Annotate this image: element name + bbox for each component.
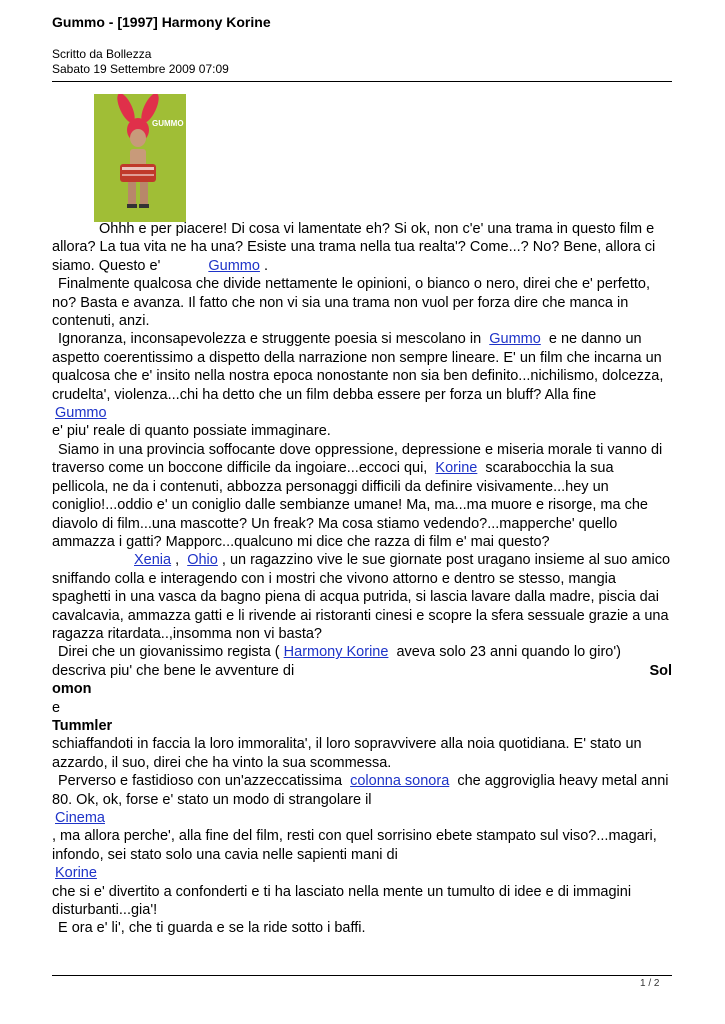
paragraph-8: E ora e' li', che ti guarda e se la ride sotto i baffi.: [58, 920, 366, 937]
paragraph-7: Perverso e fastidioso con un'azzeccatissima colonna sonora che aggroviglia heavy metal anni 80. Ok, ok, forse e' stato un modo di strangolare il Cinema , ma allora perche', alla fine del film, resti con quel sorrisino ebete stampato sul viso?...magari, infondo, sei stato solo una cavia nelle sapienti mani di Korine che si e' divertito a confonderti e ti ha lasciato nella mente un tumulto di idee e di immagini disturbanti...gia'!: [52, 773, 669, 919]
poster-illustration: [94, 94, 186, 222]
paragraph-3: Ignoranza, inconsapevolezza e struggente poesia si mescolano in Gummo e ne danno un aspetto coerentissimo a dispetto della narrazione non sempre lineare. E' un film che incarna un qualcosa che e' insito nella nostra epoca nonostante non sia ben definito...nichilismo, dolcezza, crudelta', violenza...chi ha detto che un film debba essere per forza un bluff? Alla fine Gummo e' piu' reale di quanto possiate immaginare.: [52, 331, 664, 440]
link-ohio[interactable]: Ohio: [187, 552, 218, 569]
paragraph-2: Finalmente qualcosa che divide nettamente le opinioni, o bianco o nero, direi che e' perfetto, no? Basta e avanza. Il fatto che non vi sia una trama non vuol per forza dire che manca in contenuti, anzi.: [52, 276, 651, 330]
link-gummo-2[interactable]: Gummo: [489, 331, 541, 348]
poster-caption: GUMMO: [152, 119, 184, 128]
link-gummo-3[interactable]: Gummo: [55, 405, 107, 422]
author-line: Scritto da Bollezza: [52, 47, 152, 61]
link-harmony-korine[interactable]: Harmony Korine: [283, 644, 389, 661]
link-xenia[interactable]: Xenia: [134, 552, 172, 569]
page-number: 1 / 2: [640, 978, 660, 989]
link-korine[interactable]: Korine: [435, 460, 478, 477]
link-colonna-sonora[interactable]: colonna sonora: [350, 773, 450, 790]
gummo-poster-image: [94, 94, 186, 222]
link-cinema[interactable]: Cinema: [55, 810, 105, 826]
article-meta: [52, 47, 229, 77]
header-divider: [52, 81, 672, 82]
article-body: [52, 220, 672, 938]
link-korine-2[interactable]: Korine: [55, 865, 97, 882]
paragraph-6: Direi che un giovanissimo regista ( Harmony Korine aveva solo 23 anni quando lo giro') descriva piu' che bene le avventure di Sol omon e Tummler schiaffandoti in faccia la loro immoralita', il loro sopravvivere alla noia quotidiana. E' stato un azzardo, il suo, direi che ha vinto la sua scommessa.: [52, 644, 672, 771]
link-gummo[interactable]: Gummo: [208, 257, 260, 274]
footer-divider: [52, 975, 672, 976]
paragraph-4: Siamo in una provincia soffocante dove oppressione, depressione e miseria morale ti vanno di traverso come un boccone difficile da ingoiare...eccoci qui, Korine scarabocchia la sua pellicola, ne da i contenuti, abbozza personaggi difficili da definire visivamente...hey un coniglio!...oddio e' un coniglio dalle sembianze umane! Ma, ma...ma muore e risorge, ma che diavolo di film...una mascotte? Un freak? Ma cosa stiamo vedendo?...mapperche' quello ammazza i gatti? Mapporc...qualcuno mi dice che razza di film e' mai questo?: [52, 441, 663, 550]
date-line: Sabato 19 Settembre 2009 07:09: [52, 62, 229, 76]
paragraph-1: Ohhh e per piacere! Di cosa vi lamentate eh? Si ok, non c'e' una trama in questo film e allora? La tua vita ne ha una? Esiste una trama nella tua realta'? Come...? No? Bene, allora ci siamo. Questo e' Gummo .: [52, 221, 656, 274]
page-title: Gummo - [1997] Harmony Korine: [52, 14, 271, 30]
paragraph-5: Xenia , Ohio , un ragazzino vive le sue giornate post uragano insieme al suo amico sniffando colla e interagendo con i mostri che vivono attorno e dentro se stesso, mangia spaghetti in una vasca da bagno piena di acqua putrida, si lascia lavare dalla madre, piscia dai cavalcavia, ammazza gatti e li rivende ai ristoranti cinesi e scopre la sfera sessuale grazie a una ragazza ritardata..,insomma non vi basta?: [52, 552, 671, 642]
